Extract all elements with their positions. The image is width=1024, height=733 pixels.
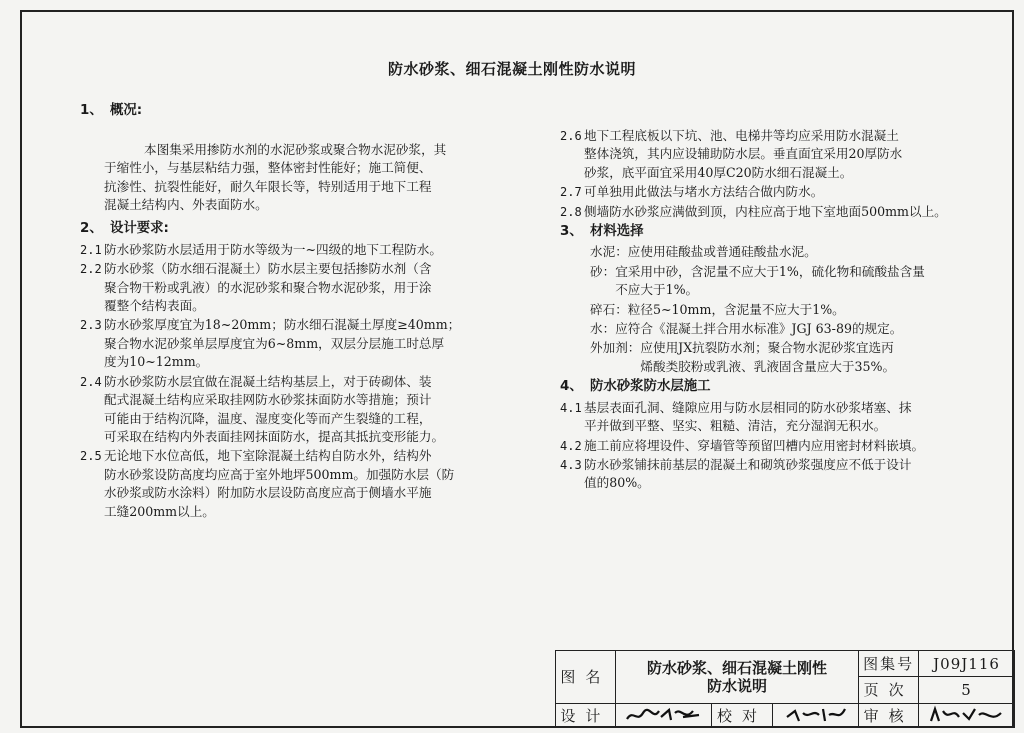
section-title: 防水砂浆防水层施工 (590, 379, 711, 395)
section-title: 材料选择 (590, 224, 644, 240)
item-text: 防水砂浆铺抹前基层的混凝土和砌筑砂浆强度应不低于设计 值的80%。 (584, 456, 912, 491)
item-number: 2.8 (560, 204, 582, 219)
material-item (560, 263, 1000, 300)
reviewer-signature (919, 703, 1015, 727)
section-4-heading (560, 378, 1000, 396)
list-item (80, 260, 520, 315)
item-text: 防水砂浆（防水细石混凝土）防水层主要包括掺防水剂（含 聚合物干粉或乳液）的水泥砂浆和聚合物水泥砂浆，用于涂 覆整个结构表面。 (104, 261, 432, 314)
list-item (560, 399, 1000, 436)
material-item (560, 243, 1000, 261)
item-text: 防水砂浆厚度宜为18~20mm；防水细石混凝土厚度≥40mm； 聚合物水泥砂浆单层厚度宜为6~8mm，双层分层施工时总厚 度为10~12mm。 (104, 317, 461, 370)
item-number: 4.1 (560, 400, 582, 415)
item-number: 4.2 (560, 438, 582, 453)
list-item (560, 183, 1000, 201)
designer-signature (615, 703, 711, 727)
item-number: 2.6 (560, 129, 582, 143)
material-label: 外加剂： (590, 340, 641, 356)
material-label: 砂： (590, 263, 616, 279)
material-text: 应使用JX抗裂防水剂；聚合物水泥砂浆宜选丙 烯酸类胶粉或乳液、乳液固含量应大于35%。 (640, 340, 896, 374)
list-item (560, 203, 1000, 221)
material-text: 应使用硅酸盐或普通硅酸盐水泥。 (627, 244, 817, 260)
item-number: 2.3 (80, 318, 102, 333)
material-text: 应符合《混凝土拌合用水标准》JGJ 63-89的规定。 (615, 321, 903, 337)
list-item (560, 456, 1000, 493)
item-text: 可单独用此做法与堵水方法结合做内防水。 (584, 184, 824, 200)
list-item (80, 316, 520, 371)
checker-label: 校对 (711, 703, 773, 727)
designer-label: 设计 (556, 703, 616, 727)
item-text: 施工前应将埋设件、穿墙管等预留凹槽内应用密封材料嵌填。 (584, 437, 925, 453)
page-number-value: 5 (919, 677, 1015, 703)
drawing-name-value: 防水砂浆、细石混凝土刚性 防水说明 (615, 651, 859, 704)
material-label: 水泥： (590, 244, 628, 260)
material-item (560, 339, 1000, 376)
right-column (560, 127, 1000, 494)
item-number: 4.3 (560, 457, 582, 472)
item-text: 侧墙防水砂浆应满做到顶，内柱应高于地下室地面500mm以上。 (584, 203, 947, 219)
section-number: 3、 (560, 224, 583, 240)
list-item (560, 127, 1000, 182)
section-1-heading (80, 102, 520, 120)
section-number: 1、 (80, 103, 103, 118)
section-number: 2、 (80, 221, 103, 237)
item-number: 2.1 (80, 242, 102, 257)
signature-icon (623, 705, 703, 725)
signature-icon (781, 705, 851, 725)
material-item (560, 320, 1000, 338)
material-text: 宜采用中砂，含泥量不应大于1%，硫化物和硫酸盐含量 不应大于1%。 (615, 263, 925, 298)
left-column (80, 100, 520, 522)
drawing-name-label: 图名 (556, 651, 616, 704)
item-number: 2.5 (80, 449, 102, 464)
item-text: 防水砂浆防水层宜做在混凝土结构基层上，对于砖砌体、装 配式混凝土结构应采取挂网防水砂浆抹面防水等措施；预计 可能由于结构沉降，温度、湿度变化等而产生裂缝的工程， 可采取在结构内外表面挂网抹面防水，提高其抵抗变形能力。 (104, 373, 445, 444)
page-number-label: 页次 (859, 677, 919, 703)
section-3-heading (560, 223, 1000, 241)
item-text: 地下工程底板以下坑、池、电梯井等均应采用防水混凝土 整体浇筑，其内应设辅助防水层。垂直面宜采用20厚防水 砂浆，底平面宜采用40厚C20防水细石混凝土。 (584, 128, 903, 180)
signature-icon (927, 705, 1007, 725)
overview-paragraph: 本图集采用掺防水剂的水泥砂浆或聚合物水泥砂浆，其 于缩性小，与基层粘结力强，整体密封性能好；施工简便、 抗渗性、抗裂性能好，耐久年限长等，特别适用于地下工程 混凝土结构内、外表面防水。 (104, 141, 447, 213)
material-label: 水： (590, 321, 616, 337)
page-title: 防水砂浆、细石混凝土刚性防水说明 (387, 60, 636, 78)
list-item (80, 241, 520, 259)
item-number: 2.4 (80, 374, 102, 389)
section-1-text (80, 122, 520, 214)
item-text: 无论地下水位高低，地下室除混凝土结构自防水外，结构外 防水砂浆设防高度均应高于室外地坪500mm。加强防水层（防 水砂浆或防水涂料）附加防水层设防高度应高于侧墙水平施 工缝200mm以上。 (104, 448, 455, 519)
material-text: 粒径5~10mm，含泥量不应大于1%。 (627, 301, 845, 317)
reviewer-label: 审核 (859, 703, 919, 727)
section-title: 概况: (110, 103, 143, 118)
list-item (80, 373, 520, 447)
section-2-heading (80, 220, 520, 238)
checker-signature (773, 703, 859, 727)
atlas-number-value: J09J116 (919, 651, 1015, 677)
material-label: 碎石： (590, 301, 628, 317)
list-item (80, 447, 520, 521)
item-text: 防水砂浆防水层适用于防水等级为一~四级的地下工程防水。 (104, 241, 442, 257)
material-item (560, 301, 1000, 319)
item-number: 2.2 (80, 262, 102, 277)
title-block (555, 650, 1015, 728)
atlas-number-label: 图集号 (859, 651, 919, 677)
section-number: 4、 (560, 379, 583, 395)
item-text: 基层表面孔洞、缝隙应用与防水层相同的防水砂浆堵塞、抹 平并做到平整、坚实、粗糙、清洁，充分湿润无积水。 (584, 399, 912, 434)
item-number: 2.7 (560, 185, 582, 200)
list-item (560, 437, 1000, 455)
section-title: 设计要求: (110, 221, 169, 237)
